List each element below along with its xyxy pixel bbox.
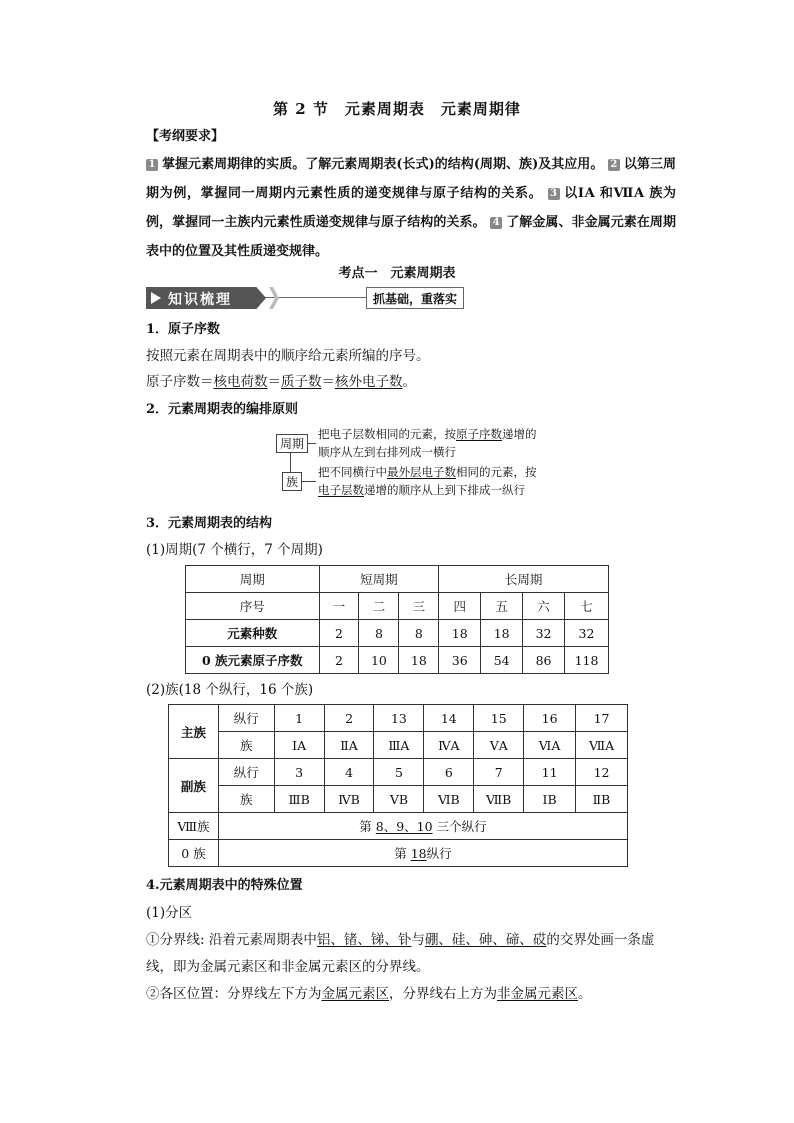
paragraph: ②各区位置：分界线左下方为金属元素区，分界线右上方为非金属元素区。 (146, 986, 592, 1002)
table-cell: 第 18纵行 (218, 840, 627, 867)
paragraph: 按照元素在周期表中的顺序给元素所编的序号。 (146, 348, 430, 364)
subheading-period: (1)周期(7 个横行，7 个周期) (146, 542, 323, 558)
play-arrow-icon (151, 292, 161, 304)
number-badge: 3 (548, 188, 560, 200)
group-desc-2: 电子层数递增的顺序从上到下排成一纵行 (318, 483, 525, 497)
syllabus-label: 【考纲要求】 (146, 129, 225, 144)
table-cell: 0 族 (169, 840, 219, 867)
table-cell: 长周期 (439, 566, 609, 593)
group-box: 族 (282, 472, 302, 491)
chevron-right-icon (269, 287, 279, 309)
heading-structure: 3．元素周期表的结构 (146, 516, 273, 531)
blank-answer: 质子数 (281, 374, 322, 390)
banner-label: 知识梳理 (168, 292, 232, 308)
section-title: 考点一 元素周期表 (338, 266, 456, 281)
heading-atomic-number: 1．原子序数 (146, 322, 221, 337)
subheading-group: (2)族(18 个纵行，16 个族) (146, 682, 314, 698)
period-box: 周期 (276, 434, 308, 453)
number-badge: 1 (146, 159, 158, 171)
period-desc-2: 顺序从左到右排列成一横行 (318, 445, 456, 459)
section-banner (146, 287, 464, 309)
table-cell: 主族 (169, 705, 219, 759)
paragraph: ①分界线: 沿着元素周期表中铝、锗、锑、钋与硼、硅、砷、碲、砹的交界处画一条虚 (146, 932, 655, 948)
group-table: 主族 纵行 1 2 13 14 15 16 17 族 ⅠA ⅡA ⅢA ⅣA ⅤA ⅥA ⅦA 副族 纵行 3 4 5 6 7 11 12 族 ⅢB ⅣB ⅤB ⅥB ⅦB ⅠB ⅡB Ⅷ族 第 8、9、10 三个纵行 0 族 第 18纵行 (168, 704, 628, 867)
subheading-zones: (1)分区 (146, 905, 193, 921)
page-title: 第 2 节 元素周期表 元素周期律 (273, 100, 521, 118)
requirement-3: 以ⅠA 和ⅦA 族为例，掌握同一主族内元素性质递变规律与原子结构的关系。 (146, 186, 676, 230)
requirement-2: 以第三周期为例，掌握同一周期内元素性质的递变规律与原子结构的关系。 (146, 157, 676, 201)
period-table: 周期 短周期 长周期 序号 一 二 三 四 五 六 七 元素种数 2 8 8 18 18 32 32 0 族元素原子序数 2 10 18 36 54 86 118 (185, 565, 609, 674)
table-cell: 0 族元素原子序数 (186, 647, 320, 674)
requirement-1: 掌握元素周期律的实质。了解元素周期表(长式)的结构(周期、族)及其应用。 (162, 157, 604, 172)
period-desc: 把电子层数相同的元素，按原子序数递增的 (318, 427, 537, 441)
arrangement-diagram (276, 426, 576, 498)
paragraph: 线，即为金属元素区和非金属元素区的分界线。 (146, 959, 430, 975)
table-cell: 序号 (186, 593, 320, 620)
table-cell: 周期 (186, 566, 320, 593)
number-badge: 4 (490, 217, 502, 229)
group-desc: 把不同横行中最外层电子数相同的元素，按 (318, 465, 537, 479)
table-cell: 短周期 (319, 566, 439, 593)
formula-line: 原子序数＝核电荷数＝质子数＝核外电子数。 (146, 374, 416, 390)
heading-special-positions: 4.元素周期表中的特殊位置 (146, 878, 303, 893)
blank-answer: 核电荷数 (213, 374, 268, 390)
number-badge: 2 (608, 159, 620, 171)
banner-subtitle: 抓基础，重落实 (366, 287, 464, 309)
syllabus-requirements (146, 150, 676, 266)
blank-answer: 核外电子数 (335, 374, 403, 390)
table-cell: 元素种数 (186, 620, 320, 647)
table-cell: 副族 (169, 759, 219, 813)
requirement-4: 了解金属、非金属元素在周期表中的位置及其性质递变规律。 (146, 215, 676, 259)
heading-arrangement: 2．元素周期表的编排原则 (146, 402, 299, 417)
table-cell: Ⅷ族 (169, 813, 219, 840)
table-cell: 第 8、9、10 三个纵行 (218, 813, 627, 840)
